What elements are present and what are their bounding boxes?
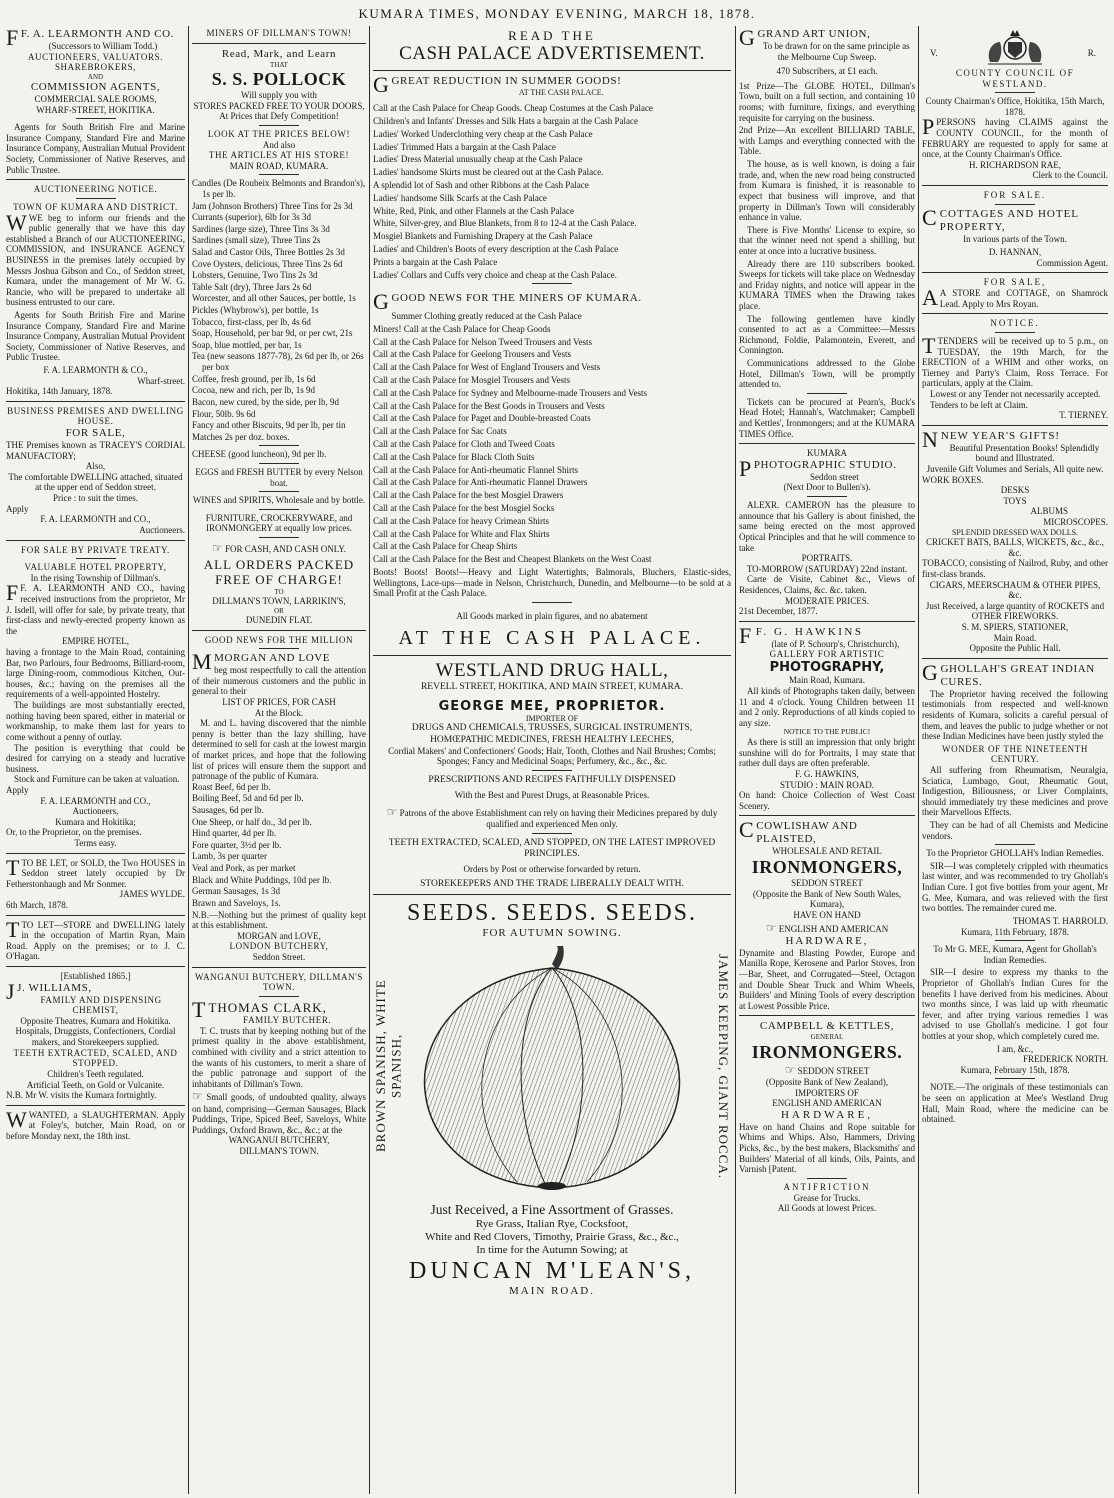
- column-rule: [918, 26, 919, 1494]
- slaughterman-wanted-ad: WWANTED, a SLAUGHTERMAN. Apply at Foley's, butcher, Main Road, on or before Monday next, the 18th inst.: [6, 1106, 185, 1141]
- county-council-notice: V. R. COUNTY COUNCIL OF WESTLAND. County Chairman's Office, Hokitika, 15th March, 1878. PPERSONS having CLAIMS against the COUNTY COUNCIL, for the month of FEBRUARY are requested to apply for same at once, at the County Chairman's Office. H. RICHARDSON RAE, Clerk to the Council.: [922, 28, 1108, 181]
- campbell-kettles-ad: CAMPBELL & KETTLES, GENERAL IRONMONGERS. ☞ SEDDON STREET (Opposite Bank of New Zealand), IMPORTERS OF ENGLISH AND AMERICAN HARDWARE, Have on hand Chains and Rope suitable for Whims and Whips. Also, Hammers, Driving Picks, &c., by the best makers, Blacksmiths' and Builders' Material of all kinds, Oils, Paints, and Varnish [Patent. ANTIFRICTION Grease for Trucks. All Goods at lowest Prices.: [739, 1020, 915, 1214]
- onion-illustration-icon: [407, 946, 697, 1196]
- seeds-ad: SEEDS. SEEDS. SEEDS. FOR AUTUMN SOWING. BROWN SPANISH, WHITE SPANISH, JAMES KEEPING, GIANT ROCCA. Just Received, a Fine Assortment of Grasses. Rye Grass, Italian Rye, Cocksfoot, White and Red Clovers, Timothy, Prairie Grass, &c., &c., In time for the Autumn Sowing; at DUNCAN M'LEAN'S, MAIN ROAD.: [373, 899, 731, 1298]
- tender-notice: NOTICE. TTENDERS will be received up to 5 p.m., on TUESDAY, the 19th March, for the ERECTION of a WHIM and other works, on Tierney and Party's Claim, Ross Terrace. For particulars, apply at the Claim. Lowest or any Tender not necessarily accepted. Tenders to be left at Claim. T. TIERNEY.: [922, 318, 1108, 421]
- morgan-love-ad: GOOD NEWS FOR THE MILLION MMORGAN AND LOVE beg most respectfully to call the attention of their numerous customers and the public in general to their LIST OF PRICES, FOR CASH At the Block. M. and L. having discovered that the nimble penny is better than the lazy shilling, have determined to sell for cash at the lowest margin of market prices, and hope that the following list of prices will ensure them the support and patronage of the public of Kumara. Roast Beef, 6d per lb. Boiling Beef, 5d and 6d per lb. Sausages, 6d per lb. One Sheep, or half do., 3d per lb. Hind quarter, 4d per lb. Fore quarter, 3½d per lb. Lamb, 3s per quarter Veal and Pork, as per market Black and White Puddings, 10d per lb. German Sausages, 1s 3d Brawn and Saveloys, 1s. N.B.—Nothing but the primest of quality kept at this establishment. MORGAN and LOVE, LONDON BUTCHERY, Seddon Street.: [192, 634, 366, 962]
- hotel-property-ad: FOR SALE BY PRIVATE TREATY. VALUABLE HOTEL PROPERTY, In the rising Township of Dillman's. F F. A. LEARMONTH AND CO., having received instructions from the proprietor, Mr J. Isdell, will offer for sale, by private treaty, that first-class and newly-erected property known as the EMPIRE HOTEL, having a frontage to the Main Road, containing Bar, two Parlours, four Bedrooms, Billiard-room, large Dining-room, commodious Kitchen, Out-houses, &c.; having on the premises all the requirements of a well-appointed Hostelry. The buildings are most substantially erected, nothing having been spared, either in material or workmanship, to make them last for years to come without a penny of outlay. The position is everything that could be desired for carrying on a steady and lucrative business. Stock and Furniture can be taken at valuation. Apply F. A. LEARMONTH and CO., Auctioneers, Kumara and Hokitika; Or, to the Proprietor, on the premises. Terms easy.: [6, 544, 185, 848]
- hannan-for-sale-ad: FOR SALE. CCOTTAGES AND HOTEL PROPERTY, In various parts of the Town. D. HANNAN, Commission Agent.: [922, 190, 1108, 268]
- photographic-studio-ad: KUMARA PPHOTOGRAPHIC STUDIO. Seddon street (Next Door to Bullen's). ALEXR. CAMERON has the pleasure to announce that his Gallery is about finished, the same being erected on the most approved Optical Principles and that he will commence to take PORTRAITS. TO-MORROW (SATURDAY) 22nd instant. Carte de Visite, Cabinet &c., Views of Residences, Claims, &c. &c. taken. MODERATE PRICES. 21st December, 1877.: [739, 448, 915, 617]
- cash-palace-ad: READ THE CASH PALACE ADVERTISEMENT. GGREAT REDUCTION IN SUMMER GOODS! AT THE CASH PALACE. Call at the Cash Palace for Cheap Goods. Cheap Costumes at the Cash Palace Children's and Infants' Dresses and Silk Hats a bargain at the Cash Palace Ladies' Worked Underclothing very cheap at the Cash Palace Ladies' Trimmed Hats a bargain at the Cash Palace Ladies' Dress Material unusually cheap at the Cash Palace Ladies' handsome Skirts must be cleared out at the Cash Palace. A splendid lot of Sash and other Ribbons at the Cash Palace Ladies' handsome Silk Scarfs at the Cash Palace White, Red, Pink, and other Flannels at the Cash Palace White, Silver-grey, and Blue Blankets, from 8 to 12-4 at the Cash Palace. Mosgiel Blankets and Furnishing Drapery at the Cash Palace Ladies' and Children's Boots of every description at the Cash Palace Prints a bargain at the Cash Palace Ladies' Collars and Cuffs very choice and cheap at the Cash Palace. GGOOD NEWS FOR THE MINERS OF KUMARA. Summer Clothing greatly reduced at the Cash Palace Miners! Call at the Cash Palace for Cheap Goods Call at the Cash Palace for Nelson Tweed Trousers and Vests Call at the Cash Palace for Geelong Trousers and Vests Call at the Cash Palace for West of England Trousers and Vests Call at the Cash Palace for Mosgiel Trousers and Vests Call at the Cash Palace for Sydney and Melbourne-made Trousers and Vests Call at the Cash Palace for the Best Goods in Trousers and Vests Call at the Cash Palace for Paget and Double-breasted Coats Call at the Cash Palace for Sac Coats Call at the Cash Palace for Cloth and Tweed Coats Call at the Cash Palace for Black Cloth Suits Call at the Cash Palace for Anti-rheumatic Flannel Shirts Call at the Cash Palace for Anti-rheumatic Flannel Drawers Call at the Cash Palace for the best Mosgiel Drawers Call at the Cash Palace for the best Mosgiel Socks Call at the Cash Palace for heavy Crimean Shirts Call at the Cash Palace for White and Flax Shirts Call at the Cash Palace for Cheap Shirts Call at the Cash Palace for the Best and Cheapest Blankets on the West Coast Boots! Boots! Boots!—Heavy and Light Watertights, Balmorals, Bluchers, Elastic-sides, Wellingtons, Lace-ups—made in Nelson, Christchurch, Dunedin, and Melbourne—to be sold at a Small Profit at the Cash Palace. All Goods marked in plain figures, and no abatement AT THE CASH PALACE.: [373, 28, 731, 650]
- cowlishaw-plaisted-ad: CCOWLISHAW AND PLAISTED, WHOLESALE AND RETAIL IRONMONGERS, SEDDON STREET (Opposite the Bank of New South Wales, Kumara), HAVE ON HAND ☞ ENGLISH AND AMERICAN HARDWARE, Dynamite and Blasting Powder, Europe and Manilla Rope, Kerosene and Parlor Stoves, Iron—Bar, Sheet, and Corrugated—Steel, Octagon and Double Shear Truck and Whim Wheels, Builders' and Mining Tools of every description at Lowest Possible Price.: [739, 817, 915, 1011]
- column-rule: [735, 26, 736, 1494]
- to-be-let-ad: TTO BE LET, or SOLD, the Two HOUSES in Seddon street lately occupied by Dr Fetherstonhaugh and Mr Sonmer. JAMES WYLDE. 6th March, 1878.: [6, 854, 185, 911]
- onion-variety-left: BROWN SPANISH, WHITE SPANISH,: [373, 979, 404, 1153]
- ghollah-indian-cures-ad: GGHOLLAH'S GREAT INDIAN CURES. The Proprietor having received the following testimonials from respected and well-known residents of Kumara, solicits a careful persual of them, and leaves the public to judge whether or not these Indian Medicines have been justly styled the WONDER OF THE NINETEENTH CENTURY. All suffering from Rheumatism, Neuralgia, Sciatica, Lumbago, Gout, Rheumatic Gout, Indigestion, Biliousness, or Liver Complaints, should immediately try these medicines and prove their Marvellous Effects. They can be had of all Chemists and Medicine vendors. To the Proprietor GHOLLAH's Indian Remedies. SIR—I was completely crippled with rheumatics last winter, and was recommended to try Ghollah's Indian Cure. I got five bottles from your agent, Mr G. Mee, Kumara, and was relieved with the first two bottles. The remainder cured me. THOMAS T. HARROLD. Kumara, 11th February, 1878. To Mr G. MEE, Kumara, Agent for Ghollah's Indian Remedies. SIR—I desire to express my thanks to the Proprietor of Ghollah's Indian Cures for the benefits I have derived from his medicines. About two months since, I was laid up with rheumatic fever, and after trying various remedies I was advised to use Ghollah's medicine. I got four bottles at your shop, which completely cured me. I am, &c., FREDERICK NORTH. Kumara, February 15th, 1878. NOTE.—The originals of these testimonials can be seen on application at Mee's Westland Drug Hall, Main Road, where the medicine can be obtained.: [922, 659, 1108, 1125]
- art-union-ad: GGRAND ART UNION, To be drawn for on the same principle as the Melbourne Cup Sweep. 470 Subscribers, at £1 each. 1st Prize—The GLOBE HOTEL, Dillman's Town, built on a full section, and containing 10 rooms; with furniture, fixings, and everything requisite for carrying on the business. 2nd Prize—An excellent BILLIARD TABLE, with Lamps and everything connected with the Table. The house, as is well known, is doing a fair trade, and, when the new road being constructed from Kumara is finished, it is reasonable to expect that business will improve, and that property in Dillman's Town will considerably enhance in value. There is Five Months' License to expire, so that the winner need not spend a shilling, but enter at once into a lucrative business. Already there are 110 subscribers booked. Sweeps for tickets will take place on Wednesday and Friday nights, and notice will appear in the KUMARA TIMES when the Drawing takes place. The following gentlemen have kindly consented to act as a Committee:—Messrs Richmond, Foldie, Palamontein, Everett, and Connington. Communications addressed to the Globe Hotel, Dillman's Town, will be promptly attended to. Tickets can be procured at Pearn's, Buck's Head Hotel; Hannah's, Watchmaker; Campbell and Kettles', Ironmongers; and at the KUMARA TIMES Office.: [739, 28, 915, 439]
- column-3: [373, 28, 731, 1494]
- column-5: [922, 28, 1108, 1494]
- hawkins-gallery-ad: F F. G. HAWKINS (late of P. Schourp's, Christchurch), GALLERY FOR ARTISTIC PHOTOGRAPHY, Main Road, Kumara. All kinds of Photographs taken daily, between 11 and 4 o'clock. Young Children between 11 and 2 only. Reproductions of all kinds copied to any size. NOTICE TO THE PUBLIC! As there is still an impression that only bright sunshine will do for Portraits, I may state that rather dull days are often preferable. F. G. HAWKINS, STUDIO : MAIN ROAD. On hand: Choice Collection of West Coast Scenery.: [739, 622, 915, 811]
- column-4: [739, 28, 915, 1494]
- pointing-hand-icon: ☞: [386, 804, 398, 819]
- to-let-store-ad: TTO LET—STORE and DWELLING lately in the occupation of Martin Ryan, Main Road. Apply on the premises; or to J. C. O'Hagan.: [6, 916, 185, 962]
- price-list: Candles (De Roubeix Belmonts and Brandon's), 1s per lb. Jam (Johnson Brothers) Three Tins for 2s 3d Currants (superior), 6lb for 3s 3d Sardines (large size), Three Tins 3s 3d Sardines (small size), Three Tins 2s Salad and Castor Oils, Three Bottles 2s 3d Cove Oysters, delicious, Three Tins 2s 6d Lobsters, Genuine, Two Tins 2s 3d Table Salt (dry), Three Jars 2s 6d Worcester, and all other Sauces, per bottle, 1s Pickles (Whybrow's), per bottle, 1s Tobacco, first-class, per lb, 4s 6d Soap, Household, per bar 9d, or per cwt, 21s Soap, blue mottled, per bar, 1s Tea (new seasons 1877-78), 2s 6d per lb, or 26s per box Coffee, fresh ground, per lb, 1s 6d Cocoa, new and rich, per lb, 1s 9d Bacon, new cured, by the side, per lb, 9d Flour, 50lb. 9s 6d Fancy and other Biscuits, 9d per lb, per tin Matches 2s per doz. boxes.: [192, 178, 366, 442]
- onion-variety-right: JAMES KEEPING, GIANT ROCCA.: [716, 953, 731, 1179]
- new-years-gifts-ad: NNEW YEAR'S GIFTS! Beautiful Presentation Books! Splendidly bound and Illustrated. Juvenile Gift Volumes and Serials, All quite new. WORK BOXES. DESKS TOYS ALBUMS MICROSCOPES. SPLENDID DRESSED WAX DOLLS. CRICKET BATS, BALLS, WICKETS, &c., &c., &c. TOBACCO, consisting of Nailrod, Ruby, and other first-class brands. CIGARS, MEERSCHAUM & OTHER PIPES, &c. Just Received, a large quantity of ROCKETS and OTHER FIREWORKS. S. M. SPIERS, STATIONER, Main Road. Opposite the Public Hall.: [922, 426, 1108, 654]
- pollock-ad: MINERS OF DILLMAN'S TOWN! Read, Mark, and Learn THAT S. S. POLLOCK Will supply you with STORES PACKED FREE TO YOUR DOORS, At Prices that Defy Competition! LOOK AT THE PRICES BELOW! And also THE ARTICLES AT HIS STORE! MAIN ROAD, KUMARA. Candles (De Roubeix Belmonts and Brandon's), 1s per lb. Jam (Johnson Brothers) Three Tins for 2s 3d Currants (superior), 6lb for 3s 3d Sardines (large size), Three Tins 3s 3d Sardines (small size), Three Tins 2s Salad and Castor Oils, Three Bottles 2s 3d Cove Oysters, delicious, Three Tins 2s 6d Lobsters, Genuine, Two Tins 2s 3d Table Salt (dry), Three Jars 2s 6d Worcester, and all other Sauces, per bottle, 1s Pickles (Whybrow's), per bottle, 1s Tobacco, first-class, per lb, 4s 6d Soap, Household, per bar 9d, or per cwt, 21s Soap, blue mottled, per bar, 1s Tea (new seasons 1877-78), 2s 6d per lb, or 26s per box Coffee, fresh ground, per lb, 1s 6d Cocoa, new and rich, per lb, 1s 9d Bacon, new cured, by the side, per lb, 9d Flour, 50lb. 9s 6d Fancy and other Biscuits, 9d per lb, per tin Matches 2s per doz. boxes. CHEESE (good luncheon), 9d per lb. EGGS and FRESH BUTTER by every Nelson boat. WINES and SPIRITS, Wholesale and by bottle. FURNITURE, CROCKERYWARE, and IRONMONGERY at equally low prices. ☞ FOR CASH, AND CASH ONLY. ALL ORDERS PACKED FREE OF CHARGE! TO DILLMAN'S TOWN, LARRIKIN'S, OR DUNEDIN FLAT.: [192, 28, 366, 625]
- thomas-clark-ad: WANGANUI BUTCHERY, DILLMAN'S TOWN. TTHOMAS CLARK, FAMILY BUTCHER. T. C. trusts that by keeping nothing but of the primest quality in the above establishment, combined with civility and a strict attention to the wants of his customers, to merit a share of the public patronage and support of the inhabitants of Dillman's Town. ☞ Small goods, of undoubted quality, always on hand, comprising—German Sausages, Black Puddings, Tripe, Spiced Beef, Saveloys, White Puddings, Oxford Brawn, &c., &c.; at the WANGANUI BUTCHERY, DILLMAN'S TOWN.: [192, 971, 366, 1156]
- column-rule: [369, 26, 370, 1494]
- column-1: [6, 28, 185, 1494]
- pointing-hand-icon: ☞: [192, 1089, 203, 1104]
- pointing-hand-icon: ☞: [784, 1062, 796, 1077]
- masthead: KUMARA TIMES, MONDAY EVENING, MARCH 18, 1878.: [358, 6, 756, 21]
- store-cottage-sale-ad: FOR SALE, A A STORE and COTTAGE, on Shamrock Lead. Apply to Mrs Royan.: [922, 277, 1108, 311]
- pointing-hand-icon: ☞: [765, 920, 777, 935]
- auctioneering-notice: AUCTIONEERING NOTICE. TOWN OF KUMARA AND DISTRICT. WWE beg to inform our friends and the public generally that we have this day established a Branch of our AUCTIONEERING, COMMISSION, and INSURANCE AGENCY BUSINESS in the premises lately occupied by Messrs Joshua Gibson and Co., of Seddon street, Kumara, under the management of Mr W. G. Rancie, who will be prepared to undertake all business entrusted to our care. Agents for South British Fire and Marine Insurance Company, Standard Fire and Marine Insurance Company, Australian Mutual Provident Society, Commissioner of Native Reserves, and Public Trustee. F. A. LEARMONTH & CO., Wharf-street. Hokitika, 14th January, 1878.: [6, 184, 185, 397]
- column-rule: [188, 26, 189, 1494]
- westland-drug-hall-ad: WESTLAND DRUG HALL, REVELL STREET, HOKITIKA, AND MAIN STREET, KUMARA. GEORGE MEE, PROPRIETOR. IMPORTER OF DRUGS AND CHEMICALS, TRUSSES, SURGICAL INSTRUMENTS, HOMŒPATHIC MEDICINES, FRESH HEALTHY LEECHES, Cordial Makers' and Confectioners' Goods; Hair, Tooth, Clothes and Nail Brushes; Combs; Sponges; Fancy and Medicinal Soaps; Perfumery, &c., &c., &c. PRESCRIPTIONS AND RECIPES FAITHFULLY DISPENSED With the Best and Purest Drugs, at Reasonable Prices. ☞ Patrons of the above Establishment can rely on having their Medicines prepared by duly qualified and experienced Men only. TEETH EXTRACTED, SCALED, AND STOPPED, ON THE LATEST IMPROVED PRINCIPLES. Orders by Post or otherwise forwarded by return. STOREKEEPERS AND THE TRADE LIBERALLY DEALT WITH.: [386, 660, 718, 889]
- learmonth-ad: F F. A. LEARMONTH AND CO. (Successors to William Todd.) AUCTIONEERS, VALUATORS. SHAREBROKERS, AND COMMISSION AGENTS, COMMERCIAL SALE ROOMS, WHARF-STREET, HOKITIKA. Agents for South British Fire and Marine Insurance Company, Standard Fire and Marine Insurance Company, Australian Mutual Provident Society, Commissioner of Native Reserves, and Public Trustee.: [6, 28, 185, 175]
- royal-coat-of-arms-icon: [980, 28, 1050, 66]
- column-2: [192, 28, 366, 1494]
- business-premises-ad: BUSINESS PREMISES AND DWELLING HOUSE. FOR SALE, THE Premises known as TRACEY'S CORDIAL MANUFACTORY; Also, The comfortable DWELLING attached, situated at the upper end of Seddon street. Price : to suit the times. Apply F. A. LEARMONTH and CO., Auctioneers.: [6, 405, 185, 535]
- pointing-hand-icon: ☞: [212, 541, 223, 555]
- williams-chemist-ad: [Established 1865.] J J. WILLIAMS, FAMILY AND DISPENSING CHEMIST, Opposite Theatres, Kumara and Hokitika. Hospitals, Druggists, Confectioners, Cordial makers, and Storekeepers supplied. TEETH EXTRACTED, SCALED, AND STOPPED. Children's Teeth regulated. Artificial Teeth, on Gold or Vulcanite. N.B. Mr W. visits the Kumara fortnightly.: [6, 971, 178, 1101]
